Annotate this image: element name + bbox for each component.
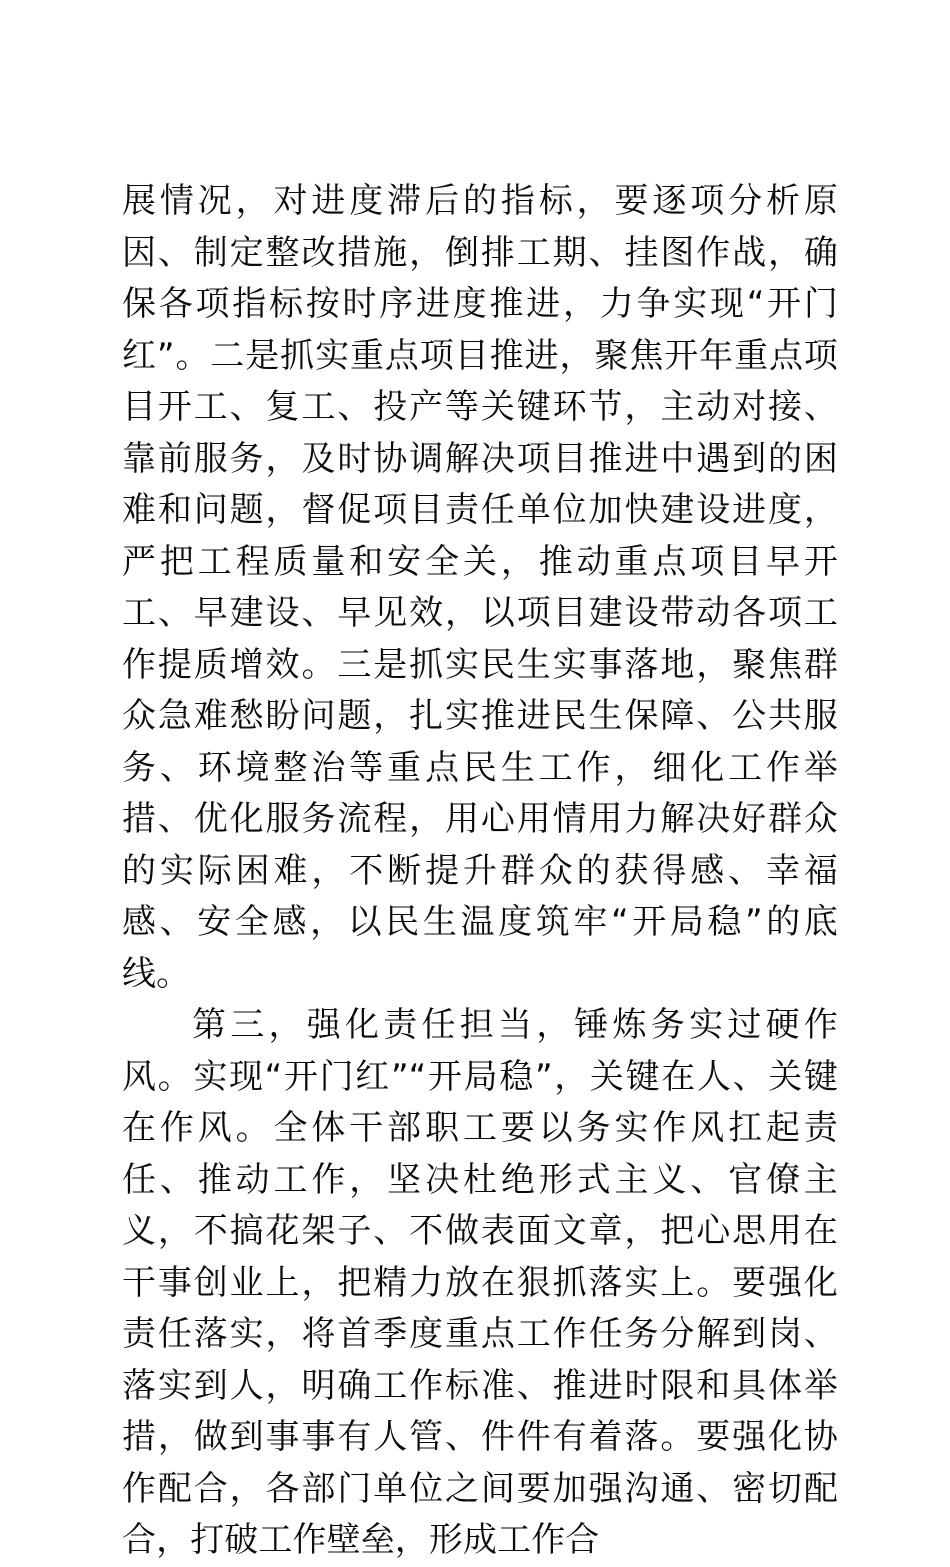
document-body — [122, 176, 838, 1567]
paragraph-continuation: 展情况，对进度滞后的指标，要逐项分析原因、制定整改措施，倒排工期、挂图作战，确保各项指标按时序进度推进，力争实现“开门红”。二是抓实重点项目推进，聚焦开年重点项目开工、复工、投产等关键环节，主动对接、靠前服务，及时协调解决项目推进中遇到的困难和问题，督促项目责任单位加快建设进度，严把工程质量和安全关，推动重点项目早开工、早建设、早见效，以项目建设带动各项工作提质增效。三是抓实民生实事落地，聚焦群众急难愁盼问题，扎实推进民生保障、公共服务、环境整治等重点民生工作，细化工作举措、优化服务流程，用心用情用力解决好群众的实际困难，不断提升群众的获得感、幸福感、安全感，以民生温度筑牢“开局稳”的底线。 — [122, 181, 838, 994]
paragraph-third-point: 第三，强化责任担当，锤炼务实过硬作风。实现“开门红”“开局稳”，关键在人、关键在作风。全体干部职工要以务实作风扛起责任、推动工作，坚决杜绝形式主义、官僚主义，不搞花架子、不做表面文章，把心思用在干事创业上，把精力放在狠抓落实上。要强化责任落实，将首季度重点工作任务分解到岗、落实到人，明确工作标准、推进时限和具体举措，做到事事有人管、件件有着落。要强化协作配合，各部门单位之间要加强沟通、密切配合，打破工作壁垒，形成工作合 — [122, 1005, 838, 1560]
